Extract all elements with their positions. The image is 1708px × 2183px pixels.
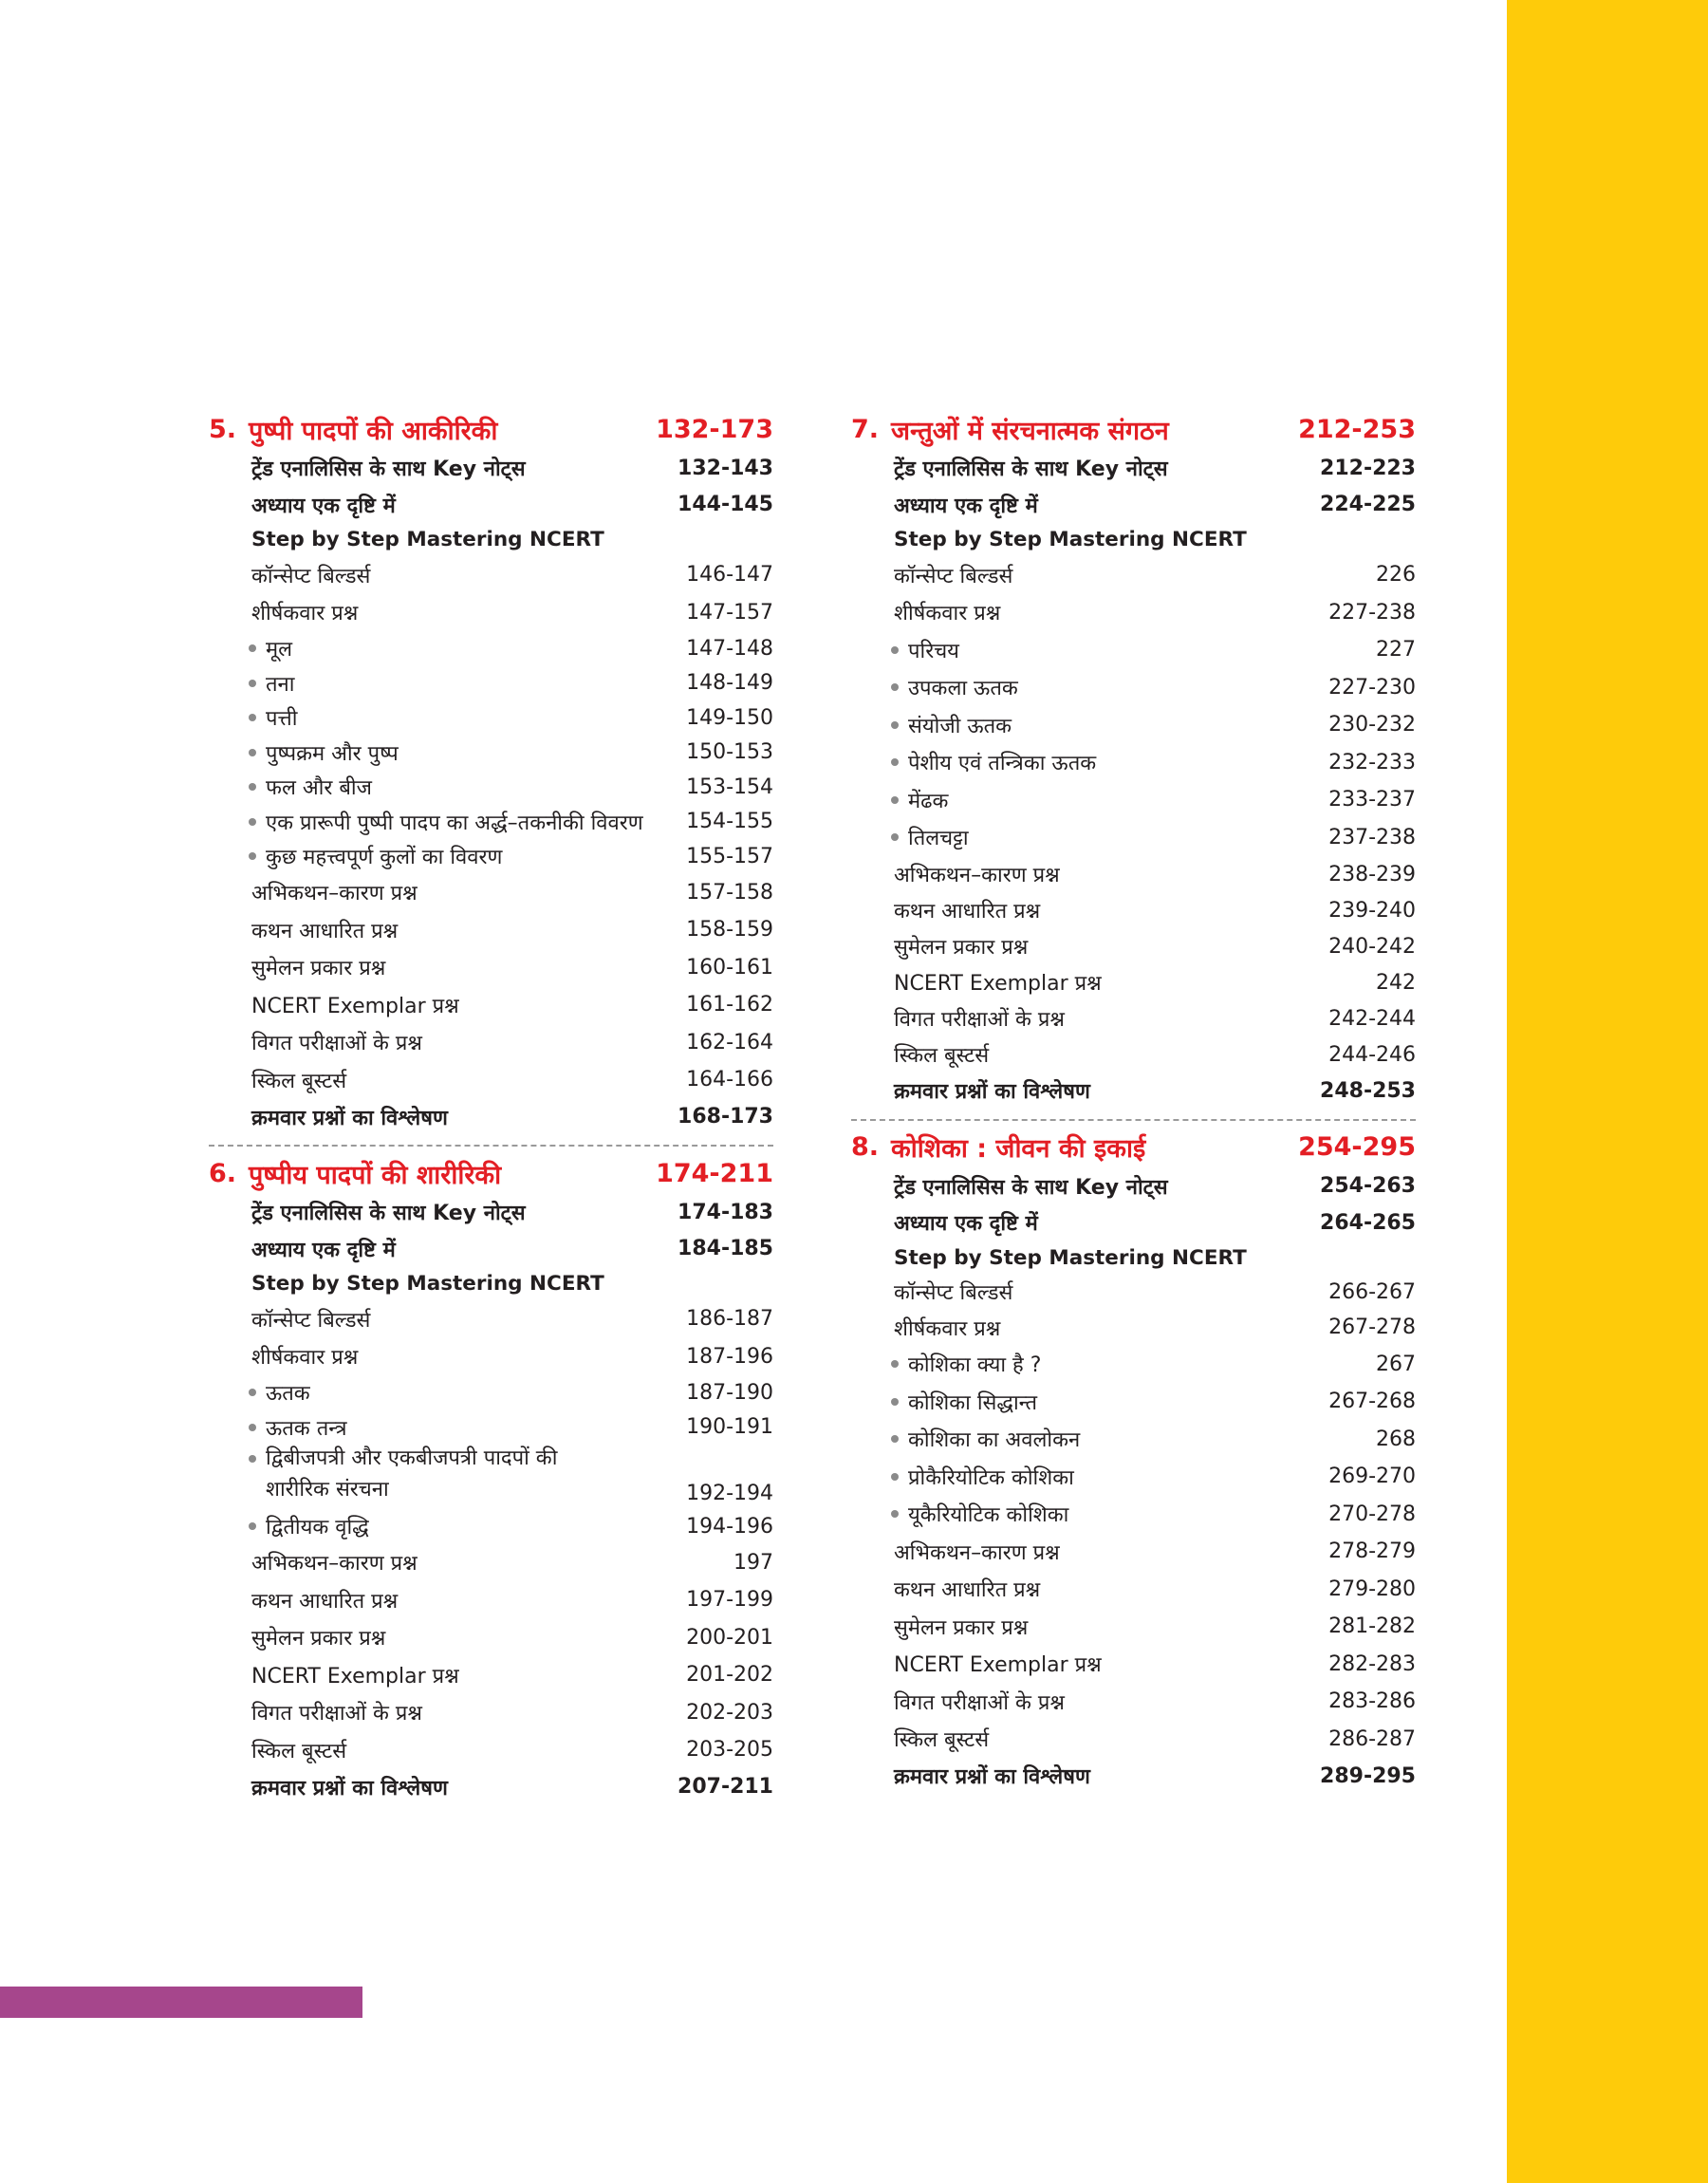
bullet-icon	[249, 714, 256, 721]
entry-title: द्वितीयक वृद्धि	[266, 1516, 369, 1540]
entry-pages: 233-237	[1328, 788, 1416, 812]
toc-subentry[interactable]	[851, 1421, 1416, 1459]
chapter-title: कोशिका : जीवन की इकाई	[891, 1134, 1146, 1164]
entry-title: NCERT Exemplar प्रश्न	[894, 1653, 1102, 1678]
entry-title: एक प्रारूपी पुष्पी पादप का अर्द्ध–तकनीकी विवरण	[266, 811, 643, 835]
entry-title: मेंढक	[908, 789, 949, 813]
entry-pages: 267	[1376, 1352, 1416, 1376]
toc-subentry[interactable]	[851, 1383, 1416, 1421]
entry-title: सुमेलन प्रकार प्रश्न	[894, 936, 1029, 960]
chapter-heading[interactable]	[209, 408, 773, 450]
entry-pages: 161-162	[686, 993, 773, 1017]
chapter-pages: 132-173	[656, 414, 773, 444]
toc-entry[interactable]	[851, 1721, 1416, 1759]
entry-pages: 144-145	[678, 493, 773, 517]
toc-subentry[interactable]	[851, 819, 1416, 857]
entry-title: शीर्षकवार प्रश्न	[894, 1316, 1001, 1341]
entry-title: ट्रेंड एनालिसिस के साथ Key नोट्स	[251, 1202, 526, 1226]
entry-title: द्विबीजपत्री और एकबीजपत्री पादपों की	[266, 1446, 558, 1470]
chapter-number: 5.	[209, 414, 237, 444]
entry-title: NCERT Exemplar प्रश्न	[894, 972, 1102, 996]
toc-subentry[interactable]	[209, 1410, 773, 1446]
entry-pages: 207-211	[678, 1775, 773, 1800]
entry-pages: 266-267	[1328, 1279, 1416, 1304]
entry-pages: 186-187	[686, 1307, 773, 1332]
entry-pages: 226	[1376, 563, 1416, 588]
entry-title: अध्याय एक दृष्टि में	[251, 1238, 396, 1262]
toc-subentry[interactable]	[851, 669, 1416, 707]
toc-subentry[interactable]	[851, 1346, 1416, 1384]
entry-pages: 227-230	[1328, 675, 1416, 700]
entry-title: स्किल बूस्टर्स	[894, 1044, 990, 1068]
entry-pages: 254-263	[1320, 1174, 1416, 1199]
chapter-title: पुष्पीय पादपों की शारीरिकी	[249, 1160, 502, 1190]
entry-title: कोशिका का अवलोकन	[908, 1428, 1081, 1453]
entry-pages: 160-161	[686, 955, 773, 980]
entry-title: कॉन्सेप्ट बिल्डर्स	[894, 1281, 1013, 1305]
entry-title: अभिकथन–कारण प्रश्न	[251, 1552, 418, 1577]
section-subheading	[851, 523, 1416, 556]
entry-pages: 212-223	[1320, 456, 1416, 480]
bullet-icon	[891, 1360, 899, 1368]
entry-pages: 203-205	[686, 1738, 773, 1763]
entry-title: क्रमवार प्रश्नों का विश्लेषण	[894, 1765, 1090, 1790]
entry-pages: 238-239	[1328, 862, 1416, 886]
entry-pages: 158-159	[686, 918, 773, 942]
toc-column-right	[851, 408, 1416, 1795]
entry-pages: 192-194	[686, 1482, 773, 1505]
entry-title: पुष्पक्रम और पुष्प	[266, 741, 399, 766]
entry-title: स्किल बूस्टर्स	[251, 1069, 347, 1093]
bullet-icon	[891, 1398, 899, 1406]
entry-pages: 132-143	[678, 456, 773, 480]
entry-title: विगत परीक्षाओं के प्रश्न	[894, 1690, 1065, 1715]
entry-pages: 174-183	[678, 1200, 773, 1224]
entry-pages: 227-238	[1328, 600, 1416, 625]
toc-entry[interactable]	[851, 964, 1416, 1000]
entry-title: शीर्षकवार प्रश्न	[894, 602, 1001, 626]
entry-title: कथन आधारित प्रश्न	[251, 1589, 399, 1614]
entry-title: संयोजी ऊतक	[908, 714, 1012, 738]
toc-subentry[interactable]	[209, 631, 773, 666]
entry-title: तिलचट्टा	[908, 827, 969, 851]
bottom-accent-bar	[0, 1987, 362, 2018]
entry-pages: 240-242	[1328, 934, 1416, 959]
entry-pages: 197-199	[686, 1588, 773, 1613]
entry-title: कुछ महत्त्वपूर्ण कुलों का विवरण	[266, 846, 503, 870]
entry-title: कथन आधारित प्रश्न	[894, 900, 1041, 924]
entry-title: ऊतक तन्त्र	[266, 1416, 347, 1441]
entry-title: विगत परीक्षाओं के प्रश्न	[251, 1702, 422, 1726]
toc-subentry[interactable]	[209, 1509, 773, 1544]
entry-pages: 264-265	[1320, 1210, 1416, 1235]
entry-pages: 190-191	[686, 1415, 773, 1440]
entry-pages: 154-155	[686, 810, 773, 834]
entry-pages: 147-148	[686, 636, 773, 661]
entry-title: ट्रेंड एनालिसिस के साथ Key नोट्स	[894, 1175, 1168, 1200]
toc-subentry[interactable]	[851, 1458, 1416, 1496]
toc-subentry[interactable]	[209, 770, 773, 805]
dashed-divider	[851, 1119, 1416, 1121]
toc-entry[interactable]	[209, 1544, 773, 1582]
toc-entry[interactable]	[851, 1683, 1416, 1721]
entry-title: कथन आधारित प्रश्न	[894, 1578, 1041, 1603]
entry-title: प्रोकैरियोटिक कोशिका	[908, 1465, 1074, 1490]
entry-title: ऊतक	[266, 1382, 310, 1407]
chapter-pages: 174-211	[656, 1158, 773, 1188]
entry-pages: 268	[1376, 1427, 1416, 1451]
entry-pages: 244-246	[1328, 1042, 1416, 1067]
toc-entry[interactable]	[851, 1000, 1416, 1036]
toc-subentry[interactable]	[209, 736, 773, 771]
toc-entry[interactable]	[209, 1024, 773, 1062]
entry-title: शीर्षकवार प्रश्न	[251, 1346, 359, 1371]
toc-entry[interactable]	[851, 1533, 1416, 1571]
chapter-heading[interactable]	[209, 1152, 773, 1194]
side-color-bar	[1507, 0, 1708, 2183]
toc-entry[interactable]	[851, 1571, 1416, 1609]
toc-entry[interactable]	[851, 1275, 1416, 1310]
bullet-icon	[891, 758, 899, 766]
toc-entry[interactable]	[851, 594, 1416, 632]
toc-entry[interactable]	[209, 1194, 773, 1231]
section-subheading	[851, 1241, 1416, 1275]
entry-title: कॉन्सेप्ट बिल्डर्स	[251, 564, 371, 588]
entry-pages: 242-244	[1328, 1006, 1416, 1031]
chapter-heading[interactable]	[851, 1127, 1416, 1168]
entry-pages: 194-196	[686, 1514, 773, 1539]
entry-title: कोशिका क्या है ?	[908, 1353, 1042, 1378]
entry-title: Step by Step Mastering NCERT	[894, 528, 1247, 551]
entry-pages: 153-154	[686, 774, 773, 799]
entry-title: सुमेलन प्रकार प्रश्न	[894, 1615, 1029, 1640]
entry-title-continued: शारीरिक संरचना	[266, 1478, 389, 1502]
bullet-icon	[249, 680, 256, 687]
chapter-title: जन्तुओं में संरचनात्मक संगठन	[891, 416, 1169, 446]
chapter-8	[851, 1127, 1416, 1795]
toc-subentry[interactable]	[209, 1445, 773, 1509]
toc-entry[interactable]	[209, 1619, 773, 1657]
entry-title: Step by Step Mastering NCERT	[251, 1272, 604, 1296]
entry-title: तना	[266, 672, 295, 697]
entry-title: अध्याय एक दृष्टि में	[251, 494, 396, 518]
entry-title: यूकैरियोटिक कोशिका	[908, 1503, 1069, 1528]
toc-entry[interactable]	[209, 1769, 773, 1806]
entry-pages: 150-153	[686, 740, 773, 765]
entry-pages: 232-233	[1328, 750, 1416, 774]
toc-entry[interactable]	[209, 1694, 773, 1732]
entry-title: ट्रेंड एनालिसिस के साथ Key नोट्स	[251, 457, 526, 482]
bullet-icon	[891, 1473, 899, 1481]
chapter-number: 6.	[209, 1158, 237, 1188]
entry-pages: 157-158	[686, 880, 773, 905]
chapter-heading[interactable]	[851, 408, 1416, 450]
bullet-icon	[891, 833, 899, 841]
entry-title: मूल	[266, 638, 293, 662]
entry-pages: 202-203	[686, 1700, 773, 1725]
entry-title: कॉन्सेप्ट बिल्डर्स	[251, 1308, 371, 1333]
entry-title: क्रमवार प्रश्नों का विश्लेषण	[894, 1080, 1090, 1105]
toc-entry[interactable]	[851, 487, 1416, 524]
bullet-icon	[249, 1522, 256, 1530]
entry-pages: 281-282	[1328, 1614, 1416, 1639]
entry-title: पेशीय एवं तन्त्रिका ऊतक	[908, 752, 1097, 776]
toc-entry[interactable]	[209, 1731, 773, 1769]
entry-pages: 237-238	[1328, 825, 1416, 849]
bullet-icon	[891, 1510, 899, 1518]
toc-subentry[interactable]	[209, 700, 773, 736]
entry-title: विगत परीक्षाओं के प्रश्न	[251, 1032, 422, 1056]
bullet-icon	[249, 1424, 256, 1431]
entry-pages: 197	[733, 1550, 773, 1575]
toc-subentry[interactable]	[209, 839, 773, 874]
dashed-divider	[209, 1145, 773, 1147]
bullet-icon	[891, 683, 899, 691]
entry-pages: 289-295	[1320, 1763, 1416, 1788]
toc-entry[interactable]	[209, 1099, 773, 1136]
toc-entry[interactable]	[851, 928, 1416, 964]
entry-pages: 168-173	[678, 1105, 773, 1129]
toc-entry[interactable]	[209, 450, 773, 487]
entry-title: क्रमवार प्रश्नों का विश्लेषण	[251, 1106, 448, 1130]
bullet-icon	[249, 644, 256, 652]
entry-pages: 279-280	[1328, 1577, 1416, 1601]
toc-entry[interactable]	[209, 986, 773, 1024]
bullet-icon	[249, 852, 256, 860]
toc-entry[interactable]	[851, 1310, 1416, 1346]
chapter-title: पुष्पी पादपों की आकीरिकी	[249, 416, 498, 446]
entry-title: अध्याय एक दृष्टि में	[894, 1212, 1038, 1237]
entry-pages: 201-202	[686, 1663, 773, 1688]
entry-title: सुमेलन प्रकार प्रश्न	[251, 1627, 386, 1651]
entry-title: सुमेलन प्रकार प्रश्न	[251, 957, 386, 981]
toc-entry[interactable]	[851, 1646, 1416, 1684]
toc-entry[interactable]	[851, 556, 1416, 594]
entry-pages: 278-279	[1328, 1539, 1416, 1564]
toc-entry[interactable]	[209, 556, 773, 594]
entry-pages: 146-147	[686, 563, 773, 588]
entry-pages: 282-283	[1328, 1651, 1416, 1676]
entry-title: फल और बीज	[266, 776, 372, 801]
entry-pages: 227	[1376, 638, 1416, 662]
entry-pages: 270-278	[1328, 1502, 1416, 1526]
bullet-icon	[249, 818, 256, 826]
entry-title: NCERT Exemplar प्रश्न	[251, 994, 459, 1018]
entry-pages: 239-240	[1328, 898, 1416, 923]
entry-title: अभिकथन–कारण प्रश्न	[894, 864, 1060, 887]
toc-subentry[interactable]	[209, 1375, 773, 1410]
entry-title: कॉन्सेप्ट बिल्डर्स	[894, 564, 1013, 588]
entry-title: अभिकथन–कारण प्रश्न	[894, 1540, 1060, 1565]
chapter-number: 8.	[851, 1132, 880, 1162]
entry-pages: 283-286	[1328, 1689, 1416, 1714]
entry-pages: 184-185	[678, 1237, 773, 1261]
chapter-number: 7.	[851, 414, 880, 444]
toc-subentry[interactable]	[851, 744, 1416, 782]
entry-pages: 149-150	[686, 705, 773, 730]
toc-entry[interactable]	[209, 487, 773, 524]
toc-entry[interactable]	[851, 1036, 1416, 1073]
toc-entry[interactable]	[209, 1338, 773, 1376]
entry-pages: 162-164	[686, 1030, 773, 1054]
bullet-icon	[891, 796, 899, 804]
entry-pages: 230-232	[1328, 713, 1416, 737]
toc-entry[interactable]	[851, 1168, 1416, 1205]
toc-entry[interactable]	[209, 1300, 773, 1338]
entry-pages: 164-166	[686, 1068, 773, 1092]
entry-title: Step by Step Mastering NCERT	[894, 1245, 1247, 1270]
bullet-icon	[891, 721, 899, 729]
toc-entry[interactable]	[851, 450, 1416, 487]
chapter-pages: 254-295	[1298, 1132, 1416, 1162]
section-subheading	[209, 523, 773, 556]
entry-title: परिचय	[908, 639, 959, 663]
bullet-icon	[891, 646, 899, 654]
toc-entry[interactable]	[851, 1608, 1416, 1646]
toc-entry[interactable]	[209, 1656, 773, 1694]
bullet-icon	[891, 1435, 899, 1443]
entry-pages: 155-157	[686, 844, 773, 868]
chapter-6	[209, 1152, 773, 1805]
toc-entry[interactable]	[209, 1061, 773, 1099]
chapter-7	[851, 408, 1416, 1110]
entry-title: अभिकथन–कारण प्रश्न	[251, 882, 418, 906]
chapter-pages: 212-253	[1298, 414, 1416, 444]
toc-entry[interactable]	[209, 1581, 773, 1619]
entry-title: कोशिका सिद्धान्त	[908, 1390, 1038, 1415]
entry-title: उपकला ऊतक	[908, 677, 1018, 701]
toc-entry[interactable]	[209, 594, 773, 632]
entry-title: स्किल बूस्टर्स	[894, 1728, 990, 1753]
entry-title: विगत परीक्षाओं के प्रश्न	[894, 1008, 1065, 1032]
entry-title: अध्याय एक दृष्टि में	[894, 494, 1038, 518]
toc-entry[interactable]	[209, 1231, 773, 1268]
entry-pages: 148-149	[686, 671, 773, 696]
entry-title: शीर्षकवार प्रश्न	[251, 602, 359, 626]
toc-entry[interactable]	[851, 1073, 1416, 1110]
entry-pages: 267-278	[1328, 1315, 1416, 1339]
toc-subentry[interactable]	[851, 706, 1416, 744]
entry-title: ट्रेंड एनालिसिस के साथ Key नोट्स	[894, 457, 1168, 482]
entry-title: क्रमवार प्रश्नों का विश्लेषण	[251, 1776, 448, 1801]
toc-subentry[interactable]	[209, 805, 773, 840]
toc-entry[interactable]	[851, 892, 1416, 928]
chapter-5	[209, 408, 773, 1135]
toc-entry[interactable]	[851, 856, 1416, 892]
bullet-icon	[249, 1455, 256, 1463]
toc-subentry[interactable]	[851, 781, 1416, 819]
entry-pages: 200-201	[686, 1625, 773, 1650]
toc-subentry[interactable]	[851, 1496, 1416, 1534]
toc-column-left	[209, 408, 773, 1805]
toc-entry[interactable]	[851, 1204, 1416, 1241]
toc-entry[interactable]	[209, 874, 773, 912]
bullet-icon	[249, 783, 256, 791]
toc-subentry[interactable]	[851, 631, 1416, 669]
entry-title: कथन आधारित प्रश्न	[251, 919, 399, 943]
entry-title: Step by Step Mastering NCERT	[251, 528, 604, 551]
entry-title: NCERT Exemplar प्रश्न	[251, 1664, 459, 1689]
bullet-icon	[249, 749, 256, 756]
toc-entry[interactable]	[851, 1758, 1416, 1795]
toc-entry[interactable]	[209, 949, 773, 987]
entry-pages: 224-225	[1320, 493, 1416, 517]
entry-pages: 267-268	[1328, 1390, 1416, 1414]
entry-title: स्किल बूस्टर्स	[251, 1739, 347, 1763]
bullet-icon	[249, 1389, 256, 1396]
entry-pages: 286-287	[1328, 1726, 1416, 1751]
entry-pages: 187-196	[686, 1344, 773, 1369]
toc-entry[interactable]	[209, 911, 773, 949]
section-subheading	[209, 1267, 773, 1300]
entry-pages: 269-270	[1328, 1465, 1416, 1489]
entry-title: पत्ती	[266, 707, 298, 732]
entry-pages: 187-190	[686, 1380, 773, 1405]
toc-subentry[interactable]	[209, 666, 773, 701]
entry-pages: 242	[1376, 970, 1416, 995]
entry-pages: 248-253	[1320, 1078, 1416, 1103]
entry-pages: 147-157	[686, 600, 773, 625]
